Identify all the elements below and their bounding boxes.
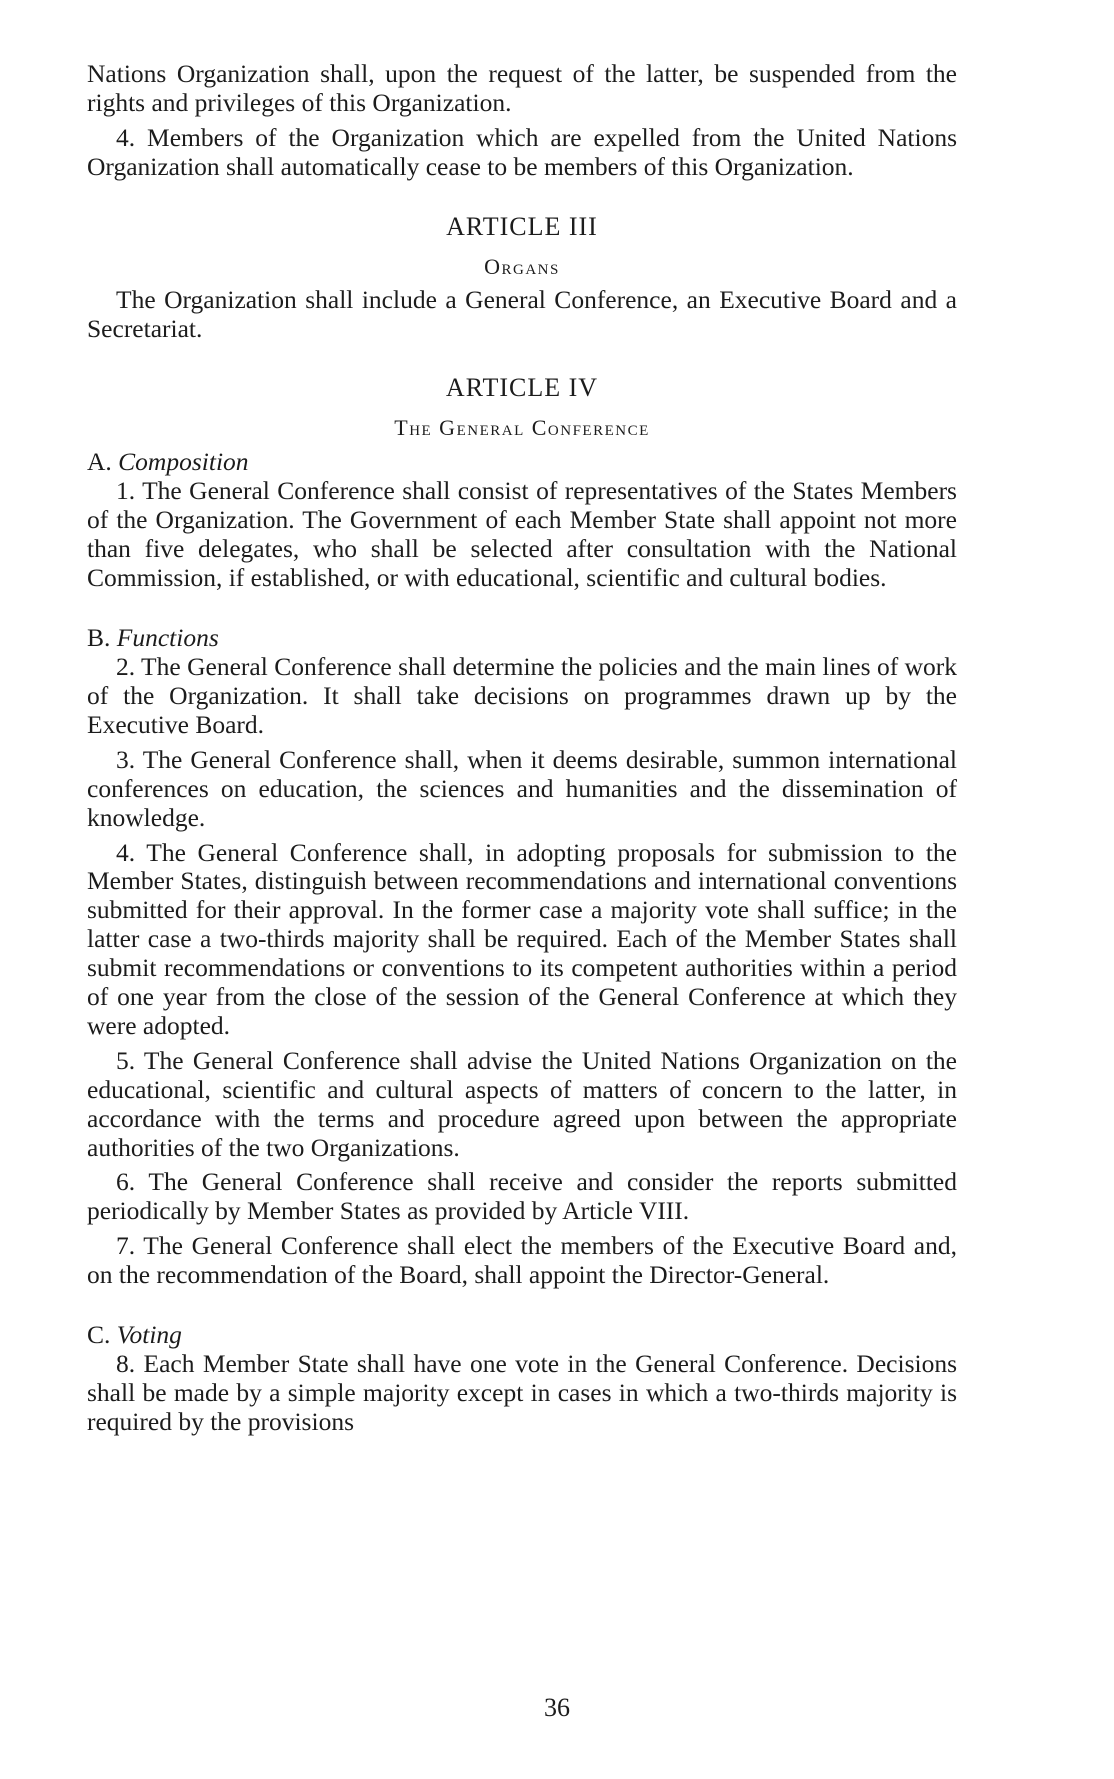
paragraph-item-7: 7. The General Conference shall elect the members of the Executive Board and, on the recommendation of the Board, shall appoint the Director-General. [87, 1231, 957, 1290]
section-a-label: Composition [118, 447, 249, 477]
paragraph-item-4: 4. The General Conference shall, in adopting proposals for submission to the Member States, distinguish between recommendations and international conventions submitted for their approval. In the former case a majority vote shall suffice; in the latter case a two-thirds majority shall be required. Each of the Member States shall submit recommendations or conventions to its competent authorities within a period of one year from the close of the session of the General Conference at which they were adopted. [87, 837, 957, 1040]
article-4-heading: ARTICLE IV [445, 373, 599, 403]
article-3-body: The Organization shall include a General Conference, an Executive Board and a Secretariat. [87, 284, 957, 343]
section-a-heading [87, 447, 957, 477]
document-page [87, 60, 957, 1437]
paragraph-item-6: 6. The General Conference shall receive and consider the reports submitted periodically by Member States as provided by Article VIII. [87, 1167, 957, 1226]
article-3-heading: ARTICLE III [446, 211, 598, 241]
page-number: 36 [544, 1693, 570, 1722]
article-3-title: Organs [484, 253, 560, 279]
paragraph-item-8: 8. Each Member State shall have one vote in the General Conference. Decisions shall be made by a simple majority except in cases in which a two-thirds majority is required by the provisions [87, 1349, 957, 1436]
paragraph-article2-item4: 4. Members of the Organization which are expelled from the United Nations Organization shall automatically cease to be members of this Organization. [87, 122, 957, 181]
paragraph-item-1: 1. The General Conference shall consist of representatives of the States Members of the Organization. The Government of each Member State shall appoint not more than five delegates, who shall be selected after consultation with the National Commission, if established, or with educational, scientific and cultural bodies. [87, 476, 957, 593]
paragraph-item-2: 2. The General Conference shall determine the policies and the main lines of work of the Organization. It shall take decisions on programmes drawn up by the Executive Board. [87, 652, 957, 739]
section-c-label: Voting [116, 1320, 182, 1350]
paragraph-continued: Nations Organization shall, upon the request of the latter, be suspended from the rights and privileges of this Organization. [87, 59, 957, 117]
section-a-letter: A. [87, 447, 112, 477]
section-b-heading [87, 623, 957, 653]
paragraph-item-3: 3. The General Conference shall, when it deems desirable, summon international conferences on education, the sciences and humanities and the dissemination of knowledge. [87, 744, 957, 832]
article-4-title: The General Conference [394, 415, 650, 441]
paragraph-item-5: 5. The General Conference shall advise the United Nations Organization on the educational, scientific and cultural aspects of matters of concern to the latter, in accordance with the terms and procedure agreed upon between the appropriate authorities of the two Organizations. [87, 1045, 957, 1162]
section-c-letter: C. [87, 1320, 111, 1350]
section-c-heading [87, 1320, 957, 1350]
section-b-label: Functions [116, 623, 219, 653]
section-b-letter: B. [87, 623, 111, 653]
